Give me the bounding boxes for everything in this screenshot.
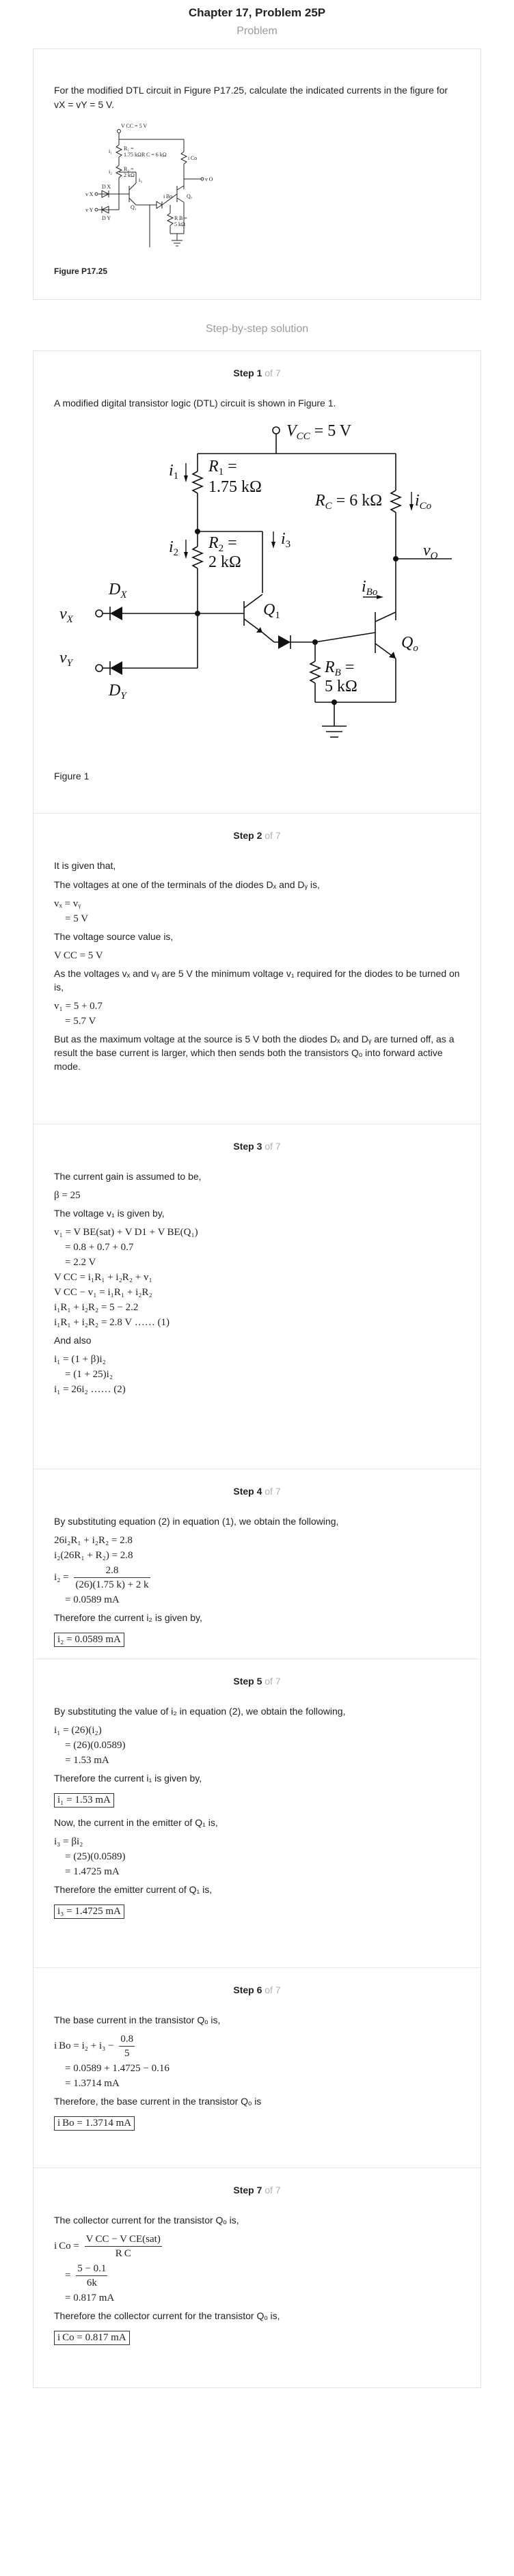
equation: = 1.4725 mA xyxy=(65,1866,120,1877)
fig-small-i3: i₃ xyxy=(139,177,143,183)
fig-small-q1: Q₁ xyxy=(131,204,137,210)
step-text: Therefore the collector current for the transistor Qₒ is, xyxy=(54,2310,280,2321)
step-text: Now, the current in the emitter of Q₁ is, xyxy=(54,1817,218,1828)
equation: i Co = $\frac{\text{V CC − V CE(sat)}}{\text{R C}}$ xyxy=(54,2234,161,2259)
equation: = $\frac{5 - 0.1}{6k}$ xyxy=(65,2263,107,2288)
step-title: Step 2 of 7 xyxy=(233,830,281,841)
step-text: The voltages at one of the terminals of the diodes Dₓ and Dᵧ is, xyxy=(54,879,320,890)
circuit-figure-1 xyxy=(54,415,464,757)
equation: i₂(26R₁ + R₂) = 2.8 xyxy=(54,1550,133,1561)
fig-vo-label: $v_O$ xyxy=(423,542,438,562)
equation: i₁ = (1 + β)i₂ xyxy=(54,1354,106,1365)
equation: i₁ = (26)(i₂) xyxy=(54,1725,102,1736)
step-text: The base current in the transistor Qₒ is, xyxy=(54,2014,221,2025)
equation: = 5 V xyxy=(65,913,89,924)
fig-i1-label: $i_1$ xyxy=(169,462,179,482)
step-text: Therefore the current i₁ is given by, xyxy=(54,1773,202,1784)
fig-small-r1v: 1.75 kΩ xyxy=(124,152,141,158)
equation: β = 25 xyxy=(54,1190,81,1201)
equation: = 5.7 V xyxy=(65,1016,96,1027)
problem-label: Problem xyxy=(236,25,278,37)
answer-box: i₃ = 1.4725 mA xyxy=(54,1905,124,1919)
equation: V CC − v₁ = i₁R₁ + i₂R₂ xyxy=(54,1287,152,1298)
equation: = (25)(0.0589) xyxy=(65,1851,126,1862)
equation: i₁R₁ + i₂R₂ = 5 − 2.2 xyxy=(54,1302,139,1313)
solution-label: Step-by-step solution xyxy=(205,323,309,335)
step-text: A modified digital transistor logic (DTL) circuit is shown in Figure 1. xyxy=(54,398,336,408)
problem-card xyxy=(33,49,481,300)
fig-rb-value: 5 kΩ xyxy=(325,678,357,695)
fig-small-rc: R C = 6 kΩ xyxy=(141,152,167,158)
equation: = (26)(0.0589) xyxy=(65,1740,126,1751)
fig-rc-label: $R_C = 6$ kΩ xyxy=(315,492,383,512)
step-6 xyxy=(33,1967,481,2168)
step-text: It is given that, xyxy=(54,860,116,871)
answer-box: i Bo = 1.3714 mA xyxy=(54,2116,135,2131)
fig-small-dy: D Y xyxy=(102,215,111,221)
step-text: Therefore the emitter current of Q₁ is, xyxy=(54,1884,213,1895)
step-title: Step 1 of 7 xyxy=(233,368,281,378)
step-text: As the voltages vₓ and vᵧ are 5 V the minimum voltage v₁ required for the diodes to be turned on is, xyxy=(54,968,460,993)
fig-r1-label: $R_1$ = xyxy=(208,458,237,477)
figure-1-label: Figure 1 xyxy=(54,771,90,781)
fig-qo-label: $Q_o$ xyxy=(401,634,418,654)
equation: = 0.0589 mA xyxy=(65,1594,120,1605)
equation: 26i₂R₁ + i₂R₂ = 2.8 xyxy=(54,1535,133,1546)
step-text: Therefore, the base current in the transistor Qₒ is xyxy=(54,2096,262,2107)
fig-i3-label: $i_3$ xyxy=(281,530,291,550)
fig-ico-label: $i_{Co}$ xyxy=(415,492,432,512)
fig-vy-label: $v_Y$ xyxy=(59,649,72,669)
step-text: The current gain is assumed to be, xyxy=(54,1171,202,1182)
fig-small-i2: i₂ xyxy=(109,169,113,175)
fig-small-qo: Qₒ xyxy=(187,193,193,199)
fig-small-vcc: V CC = 5 V xyxy=(121,123,148,129)
equation: = 1.53 mA xyxy=(65,1755,109,1766)
equation: = 1.3714 mA xyxy=(65,2078,120,2089)
equation: i Bo = i₂ + i₃ − $\frac{0.8}{5}$ xyxy=(54,2034,134,2059)
equation: = 0.8 + 0.7 + 0.7 xyxy=(65,1242,134,1253)
step-title: Step 4 of 7 xyxy=(233,1486,281,1497)
equation: i₁R₁ + i₂R₂ = 2.8 V …… (1) xyxy=(54,1317,170,1328)
step-text: And also xyxy=(54,1335,92,1346)
fig-q1-label: $Q_1$ xyxy=(263,601,280,621)
step-3 xyxy=(33,1124,481,1469)
step-text: Therefore the current i₂ is given by, xyxy=(54,1612,202,1623)
step-1 xyxy=(33,351,481,813)
step-title: Step 5 of 7 xyxy=(233,1676,281,1687)
equation: = (1 + 25)i₂ xyxy=(65,1369,113,1380)
page-title: Chapter 17, Problem 25P xyxy=(188,6,326,19)
fig-small-rbv: 5 kΩ xyxy=(174,221,185,227)
step-text: But as the maximum voltage at the source is 5 V both the diodes Dₓ and Dᵧ are turned off, as a result the base current is larger, which then sends both the transistors Qₒ into forward active mode. xyxy=(54,1034,455,1072)
fig-small-dx: D X xyxy=(102,184,111,190)
fig-dy-label: $D_Y$ xyxy=(109,682,126,702)
step-text: The voltage source value is, xyxy=(54,931,174,942)
step-title: Step 7 of 7 xyxy=(233,2185,281,2196)
fig-vx-label: $v_X$ xyxy=(59,605,73,625)
fig-vcc-label: $V_{CC} = 5$ V xyxy=(286,422,352,442)
fig-r2-value: 2 kΩ xyxy=(208,553,241,571)
fig-rb-label: $R_B$ = xyxy=(325,659,355,678)
answer-box: i₂ = 0.0589 mA xyxy=(54,1633,124,1647)
fig-r1-value: 1.75 kΩ xyxy=(208,478,262,496)
problem-figure-caption: Figure P17.25 xyxy=(54,266,108,276)
fig-small-vo: v O xyxy=(205,176,213,182)
fig-small-r2v: 2 kΩ xyxy=(124,172,135,178)
fig-small-rb: R B = xyxy=(174,215,187,221)
fig-small-vy: v Y xyxy=(85,207,94,213)
equation: v₁ = 5 + 0.7 xyxy=(54,1001,103,1012)
equation: i₁ = 26i₂ …… (2) xyxy=(54,1384,126,1395)
fig-small-r1: R₁ = xyxy=(124,146,134,152)
problem-text: For the modified DTL circuit in Figure P17.25, calculate the indicated currents in the figure for vX = vY = 5 V. xyxy=(54,85,448,110)
solution-card xyxy=(33,350,481,2388)
fig-i2-label: $i_2$ xyxy=(169,538,179,558)
step-5 xyxy=(33,1659,481,1967)
fig-dx-label: $D_X$ xyxy=(109,581,127,600)
fig-r2-label: $R_2$ = xyxy=(208,534,237,554)
fig-small-ibo: i Bo xyxy=(163,193,173,199)
step-title: Step 3 of 7 xyxy=(233,1141,281,1152)
equation: i₂ = $\frac{2.8}{(26)(1.75 k) + 2 k}$ xyxy=(54,1565,149,1590)
equation: V CC = 5 V xyxy=(54,950,103,961)
step-7 xyxy=(33,2168,481,2387)
equation: v₁ = V BE(sat) + V D1 + V BE(Q₁) xyxy=(54,1227,198,1238)
answer-box: i Co = 0.817 mA xyxy=(54,2331,130,2345)
equation: i₃ = βi₂ xyxy=(54,1836,83,1847)
step-text: By substituting equation (2) in equation (1), we obtain the following, xyxy=(54,1516,339,1527)
step-text: By substituting the value of i₂ in equation (2), we obtain the following, xyxy=(54,1706,346,1717)
equation: vₓ = vᵧ xyxy=(54,898,81,909)
step-text: The voltage v₁ is given by, xyxy=(54,1208,165,1219)
equation: = 0.817 mA xyxy=(65,2293,115,2303)
step-2 xyxy=(33,813,481,1124)
problem-figure xyxy=(61,117,239,261)
step-text: The collector current for the transistor Qₒ is, xyxy=(54,2215,239,2226)
equation: = 0.0589 + 1.4725 − 0.16 xyxy=(65,2063,170,2074)
fig-small-ico: i Co xyxy=(188,155,198,161)
fig-small-i1: i₁ xyxy=(109,148,113,154)
step-title: Step 6 of 7 xyxy=(233,1984,281,1995)
answer-box: i₁ = 1.53 mA xyxy=(54,1793,114,1808)
fig-ibo-label: $i_{Bo}$ xyxy=(362,578,378,598)
fig-small-r2: R₂ = xyxy=(124,166,134,172)
equation: V CC = i₁R₁ + i₂R₂ + v₁ xyxy=(54,1272,152,1283)
equation: = 2.2 V xyxy=(65,1257,96,1268)
fig-small-vx: v X xyxy=(85,191,94,197)
step-4 xyxy=(33,1469,481,1659)
